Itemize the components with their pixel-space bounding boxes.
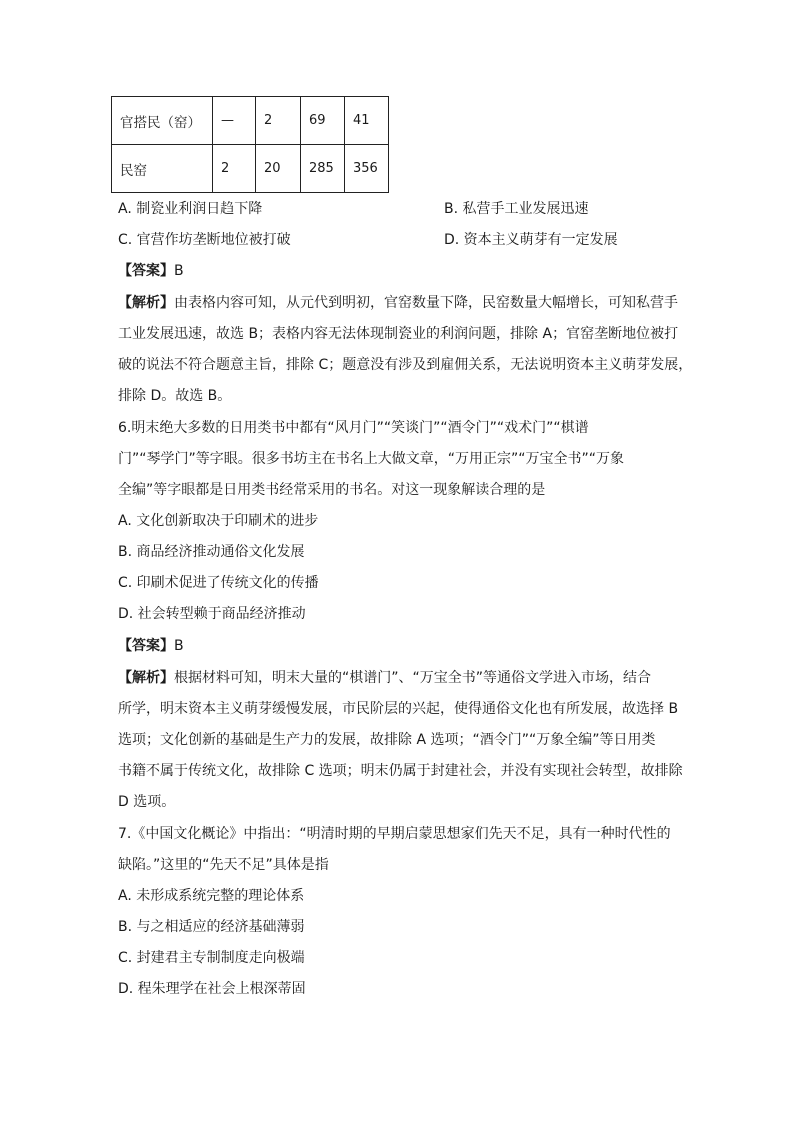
q5-answer — [118, 261, 184, 281]
answer-tag: 【答案】 — [118, 263, 174, 279]
table-cell: 69 — [301, 97, 345, 145]
q6-option-d: D. 社会转型赖于商品经济推动 — [118, 606, 306, 622]
analysis-text: 由表格内容可知，从元代到明初，官窑数量下降，民窑数量大幅增长，可知私营手 — [174, 295, 678, 311]
table-cell: — — [213, 97, 256, 145]
q7-option-b: B. 与之相适应的经济基础薄弱 — [118, 919, 305, 935]
q5-analysis-line — [118, 293, 678, 313]
q7-option-d: D. 程朱理学在社会上根深蒂固 — [118, 981, 306, 997]
q6-answer — [118, 636, 184, 656]
q5-option-a: A. 制瓷业利润日趋下降 — [118, 201, 263, 217]
table-cell: 2 — [213, 145, 256, 193]
q6-option-a: A. 文化创新取决于印刷术的进步 — [118, 513, 319, 529]
answer-value: B — [174, 638, 184, 654]
answer-value: B — [174, 263, 184, 279]
q6-analysis-line: 所学，明末资本主义萌芽缓慢发展，市民阶层的兴起，使得通俗文化也有所发展，故选择 B — [118, 701, 679, 717]
q5-analysis-line: 排除 D。故选 B。 — [118, 388, 232, 404]
q6-analysis-line: 选项；文化创新的基础是生产力的发展，故排除 A 选项；“酒令门”“万象全编”等日用类 — [118, 732, 656, 748]
answer-tag: 【答案】 — [118, 638, 174, 654]
analysis-tag: 【解析】 — [118, 670, 174, 686]
q5-option-row — [118, 230, 698, 250]
q6-stem-line: 全编”等字眼都是日用类书经常采用的书名。对这一现象解读合理的是 — [118, 482, 546, 498]
table-row — [112, 97, 389, 145]
q6-stem-line: 6.明末绝大多数的日用类书中都有“风月门”“笑谈门”“酒令门”“戏术门”“棋谱 — [118, 420, 589, 436]
q5-analysis-line: 工业发展迅速，故选 B；表格内容无法体现制瓷业的利润问题，排除 A；官窑垄断地位被打 — [118, 326, 679, 342]
q5-option-d: D. 资本主义萌芽有一定发展 — [444, 232, 618, 248]
q5-option-b: B. 私营手工业发展迅速 — [444, 201, 589, 217]
q6-option-c: C. 印刷术促进了传统文化的传播 — [118, 575, 319, 591]
kiln-count-table — [111, 96, 389, 193]
q5-option-row — [118, 199, 698, 219]
q7-option-a: A. 未形成系统完整的理论体系 — [118, 888, 305, 904]
q5-option-c: C. 官营作坊垄断地位被打破 — [118, 232, 291, 248]
analysis-tag: 【解析】 — [118, 295, 174, 311]
q6-stem-line: 门”“琴学门”等字眼。很多书坊主在书名上大做文章，“万用正宗”“万宝全书”“万象 — [118, 451, 625, 467]
table-cell: 20 — [256, 145, 301, 193]
table-cell: 285 — [301, 145, 345, 193]
q7-option-c: C. 封建君主专制制度走向极端 — [118, 950, 305, 966]
table-cell: 356 — [345, 145, 389, 193]
q6-analysis-line: 书籍不属于传统文化，故排除 C 选项；明末仍属于封建社会，并没有实现社会转型，故排除 — [118, 763, 683, 779]
table-row — [112, 145, 389, 193]
q6-option-b: B. 商品经济推动通俗文化发展 — [118, 544, 305, 560]
q7-stem-line: 缺陷。”这里的“先天不足”具体是指 — [118, 857, 329, 873]
q7-stem-line: 7.《中国文化概论》中指出：“明清时期的早期启蒙思想家们先天不足，具有一种时代性的 — [118, 826, 671, 842]
q5-analysis-line: 破的说法不符合题意主旨，排除 C；题意没有涉及到雇佣关系，无法说明资本主义萌芽发展， — [118, 357, 693, 373]
table-cell: 41 — [345, 97, 389, 145]
q6-analysis-line: D 选项。 — [118, 794, 176, 810]
q6-analysis-line — [118, 668, 651, 688]
analysis-text: 根据材料可知，明末大量的“棋谱门”、“万宝全书”等通俗文学进入市场，结合 — [174, 670, 652, 686]
table-row-label: 官搭民（窑） — [112, 97, 213, 145]
table-cell: 2 — [256, 97, 301, 145]
table-row-label: 民窑 — [112, 145, 213, 193]
